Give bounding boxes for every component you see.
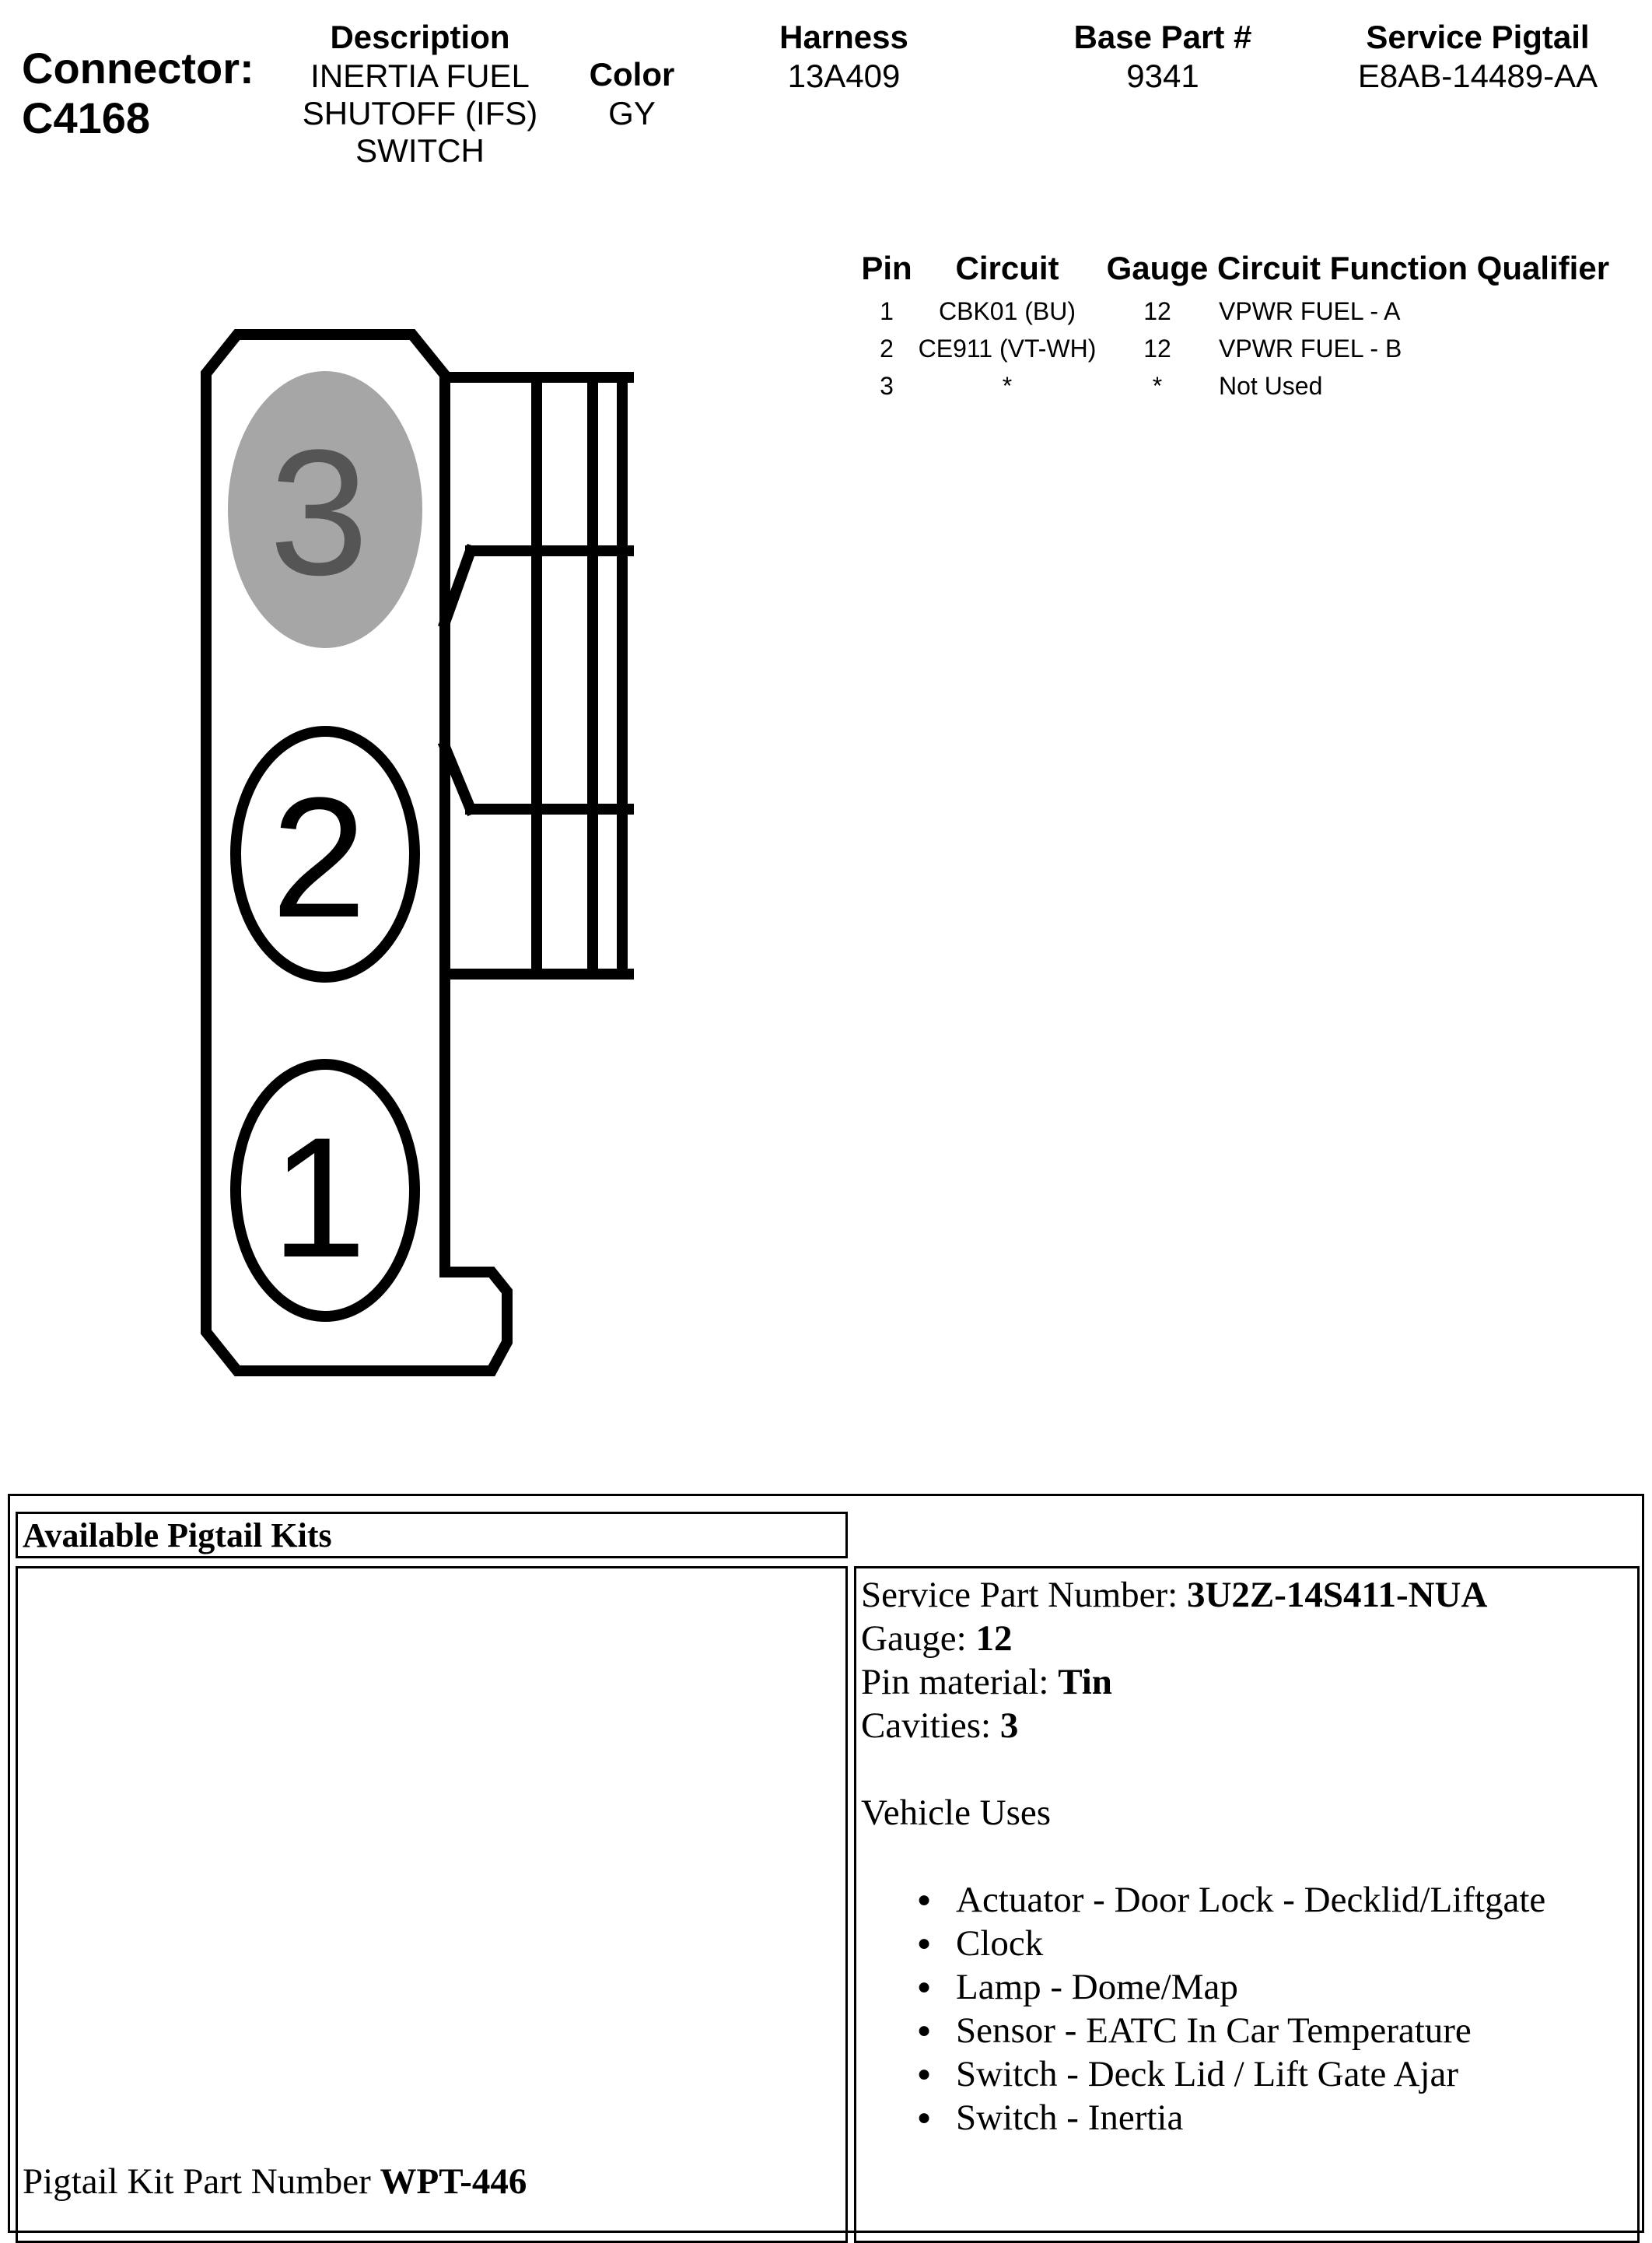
list-item [917, 1878, 1546, 1922]
vehicle-use-text: Actuator - Door Lock - Decklid/Liftgate [956, 1880, 1546, 1920]
pigtail-kits-table [8, 1494, 1644, 2233]
vehicle-use-text: Clock [956, 1923, 1044, 1964]
pin-cell: 1 [880, 297, 894, 325]
section-title: Available Pigtail Kits [23, 1516, 332, 1554]
service-pigtail-value: E8AB-14489-AA [1357, 58, 1598, 94]
connector-label-text: Connector: [22, 44, 254, 93]
pin-material-line [861, 1660, 1545, 1704]
function-cell: VPWR FUEL - B [1219, 335, 1402, 363]
gauge-cell: 12 [1143, 335, 1171, 363]
color-value: GY [608, 95, 656, 131]
service-part-label: Service Part Number: [861, 1575, 1187, 1615]
gauge-label: Gauge: [861, 1618, 976, 1659]
list-item [917, 1922, 1545, 1965]
list-item [917, 2096, 1545, 2140]
kit-details [861, 1573, 1545, 2140]
cavity-label: 3 [269, 412, 369, 612]
kit-part-label: Pigtail Kit Part Number [23, 2161, 380, 2202]
connector-id: C4168 [22, 93, 151, 142]
bullet-icon: ● [917, 2061, 932, 2087]
bullet-icon: ● [917, 2105, 932, 2130]
gauge-value: 12 [975, 1618, 1013, 1659]
kit-image-cell [16, 1566, 848, 2243]
kit-title-cell [16, 1512, 848, 1558]
cavities-line [861, 1704, 1545, 1747]
vehicle-use-text: Switch - Deck Lid / Lift Gate Ajar [956, 2054, 1459, 2094]
service-part-line [861, 1573, 1545, 1617]
base-part-title: Base Part # [1073, 19, 1252, 55]
cavities-label: Cavities: [861, 1705, 1000, 1746]
description-line: INERTIA FUEL [310, 58, 530, 94]
gauge-header: Gauge [1106, 250, 1209, 286]
description-line: SWITCH [355, 132, 485, 169]
kit-part-value: WPT-446 [380, 2161, 527, 2202]
list-item [917, 1965, 1545, 2009]
function-cell: Not Used [1219, 372, 1323, 400]
pin-header: Pin [861, 250, 912, 286]
kit-part-number [23, 2160, 527, 2203]
list-item [917, 2052, 1545, 2096]
color-title: Color [589, 56, 675, 93]
vehicle-uses-list [917, 1878, 1546, 2140]
pin-material-value: Tin [1058, 1662, 1112, 1702]
gauge-cell: 12 [1143, 297, 1171, 325]
service-pigtail-title: Service Pigtail [1366, 19, 1590, 55]
vehicle-use-text: Sensor - EATC In Car Temperature [956, 2010, 1472, 2051]
vehicle-use-text: Switch - Inertia [956, 2098, 1184, 2138]
bullet-icon: ● [917, 1887, 932, 1912]
pin-cell: 3 [880, 372, 894, 400]
list-item [917, 2009, 1545, 2052]
function-header-text: Circuit Function [1217, 250, 1468, 286]
service-part-value: 3U2Z-14S411-NUA [1186, 1575, 1488, 1615]
gauge-line [861, 1617, 1545, 1660]
cavity-label: 1 [271, 1102, 367, 1293]
vehicle-use-text: Lamp - Dome/Map [956, 1967, 1238, 2007]
bullet-icon: ● [917, 1930, 932, 1956]
bullet-icon: ● [917, 1974, 932, 1999]
pin-cell: 2 [880, 335, 894, 363]
cavity-label: 2 [271, 762, 367, 953]
circuit-header: Circuit [955, 250, 1059, 286]
qualifier-header-text: Qualifier [1476, 250, 1610, 286]
bullet-icon: ● [917, 2017, 932, 2043]
pin-material-label: Pin material: [861, 1662, 1059, 1702]
harness-title: Harness [779, 19, 908, 55]
vehicle-uses-title: Vehicle Uses [861, 1793, 1052, 1833]
description-title: Description [330, 19, 510, 55]
gauge-cell: * [1152, 372, 1163, 400]
kit-details-cell [854, 1566, 1640, 2243]
circuit-cell: CE911 (VT-WH) [918, 335, 1097, 363]
circuit-cell: CBK01 (BU) [938, 297, 1076, 325]
function-cell: VPWR FUEL - A [1219, 297, 1401, 325]
cavities-value: 3 [999, 1705, 1019, 1746]
harness-value: 13A409 [787, 58, 901, 94]
description-line: SHUTOFF (IFS) [302, 95, 538, 131]
base-part-value: 9341 [1126, 58, 1199, 94]
circuit-cell: * [1002, 372, 1013, 400]
